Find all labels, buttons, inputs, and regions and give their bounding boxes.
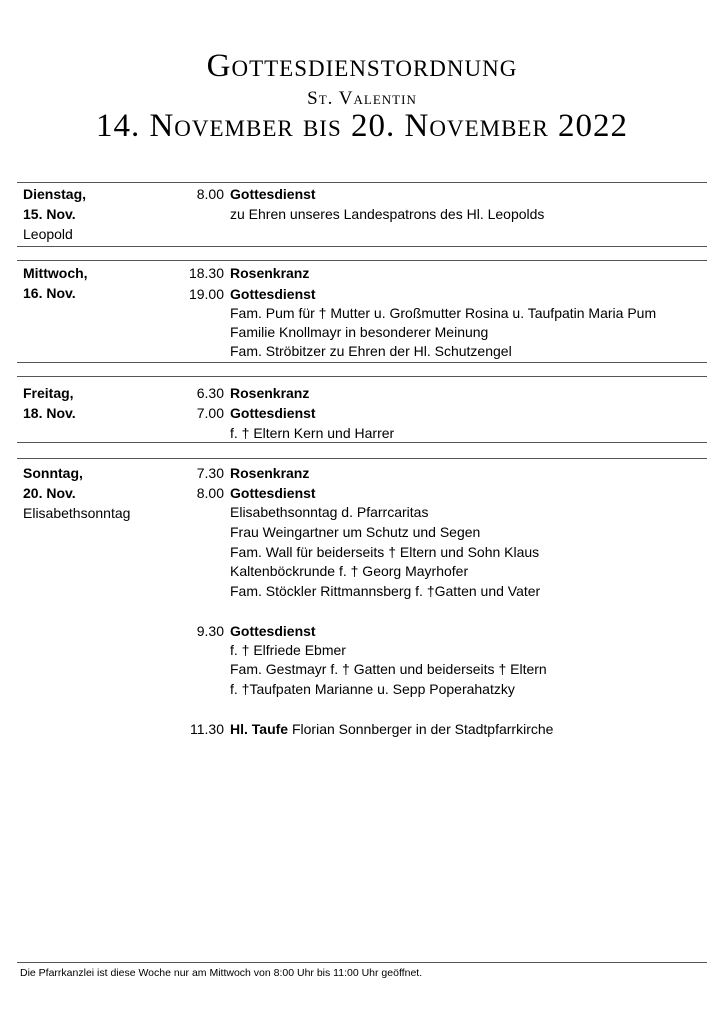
intention-line: f. † Eltern Kern und Harrer (230, 425, 395, 441)
intention-line: Fam. Wall für beiderseits † Eltern und Sohn Klaus (230, 544, 540, 560)
intention-line: Fam. Ströbitzer zu Ehren der Hl. Schutzengel (230, 343, 512, 359)
divider (17, 962, 707, 963)
divider (17, 362, 707, 363)
divider (17, 182, 707, 183)
parish-name: St. Valentin (307, 88, 417, 109)
day-date: 20. Nov. (23, 485, 76, 501)
service-time: 8.00 (196, 186, 224, 202)
intention-line: Fam. Pum für † Mutter u. Großmutter Rosina u. Taufpatin Maria Pum (230, 305, 657, 321)
service-title: Gottesdienst (230, 286, 316, 302)
service-time: 11.30 (190, 721, 224, 737)
weekday: Freitag, (23, 385, 74, 401)
intention-line: Frau Weingartner um Schutz und Segen (230, 524, 481, 540)
service-title: Hl. Taufe (230, 721, 289, 737)
intention-line: Kaltenböckrunde f. † Georg Mayrhofer (230, 563, 469, 579)
service-time: 18.30 (188, 265, 224, 281)
office-hours-note: Die Pfarrkanzlei ist diese Woche nur am Mittwoch von 8:00 Uhr bis 11:00 Uhr geöffnet. (20, 967, 423, 979)
service-time: 19.00 (188, 286, 224, 302)
intention-line: Familie Knollmayr in besonderer Meinung (230, 324, 489, 340)
weekday: Dienstag, (23, 186, 87, 202)
day-label (23, 263, 88, 303)
service-time: 7.00 (196, 405, 224, 421)
intention-line: f. † Elfriede Ebmer (230, 642, 346, 658)
date-range: 14. November bis 20. November 2022 (95, 108, 629, 144)
divider (17, 260, 707, 261)
service-title: Gottesdienst (230, 186, 316, 202)
service-time: 9.30 (196, 623, 224, 639)
service-time: 8.00 (196, 485, 224, 501)
intention-line: Fam. Stöckler Rittmannsberg f. †Gatten und Vater (230, 583, 541, 599)
day-label (23, 383, 76, 423)
day-label (23, 184, 86, 244)
divider (17, 376, 707, 377)
service-title: Gottesdienst (230, 485, 316, 501)
day-date: 15. Nov. (23, 206, 76, 222)
day-label (23, 463, 130, 523)
weekday: Mittwoch, (23, 265, 88, 281)
day-note: Leopold (23, 226, 73, 242)
day-date: 18. Nov. (23, 405, 76, 421)
service-title: Gottesdienst (230, 623, 316, 639)
page-title: Gottesdienstordnung (206, 48, 518, 84)
day-note: Elisabethsonntag (23, 505, 131, 521)
intention-line: Elisabethsonntag d. Pfarrcaritas (230, 504, 429, 520)
service-title: Rosenkranz (230, 465, 310, 481)
divider (17, 246, 707, 247)
service-title: Rosenkranz (230, 265, 310, 281)
intention-line: Fam. Gestmayr f. † Gatten und beiderseits † Eltern (230, 661, 547, 677)
day-date: 16. Nov. (23, 285, 76, 301)
weekday: Sonntag, (23, 465, 83, 481)
divider (17, 458, 707, 459)
intention-line: f. †Taufpaten Marianne u. Sepp Poperahatzky (230, 681, 515, 697)
baptism-line (230, 719, 553, 739)
service-time: 7.30 (196, 465, 224, 481)
intention-line: zu Ehren unseres Landespatrons des Hl. Leopolds (230, 206, 545, 222)
baptism-detail: Florian Sonnberger in der Stadtpfarrkirche (288, 721, 554, 737)
service-time: 6.30 (196, 385, 224, 401)
service-title: Gottesdienst (230, 405, 316, 421)
service-title: Rosenkranz (230, 385, 310, 401)
